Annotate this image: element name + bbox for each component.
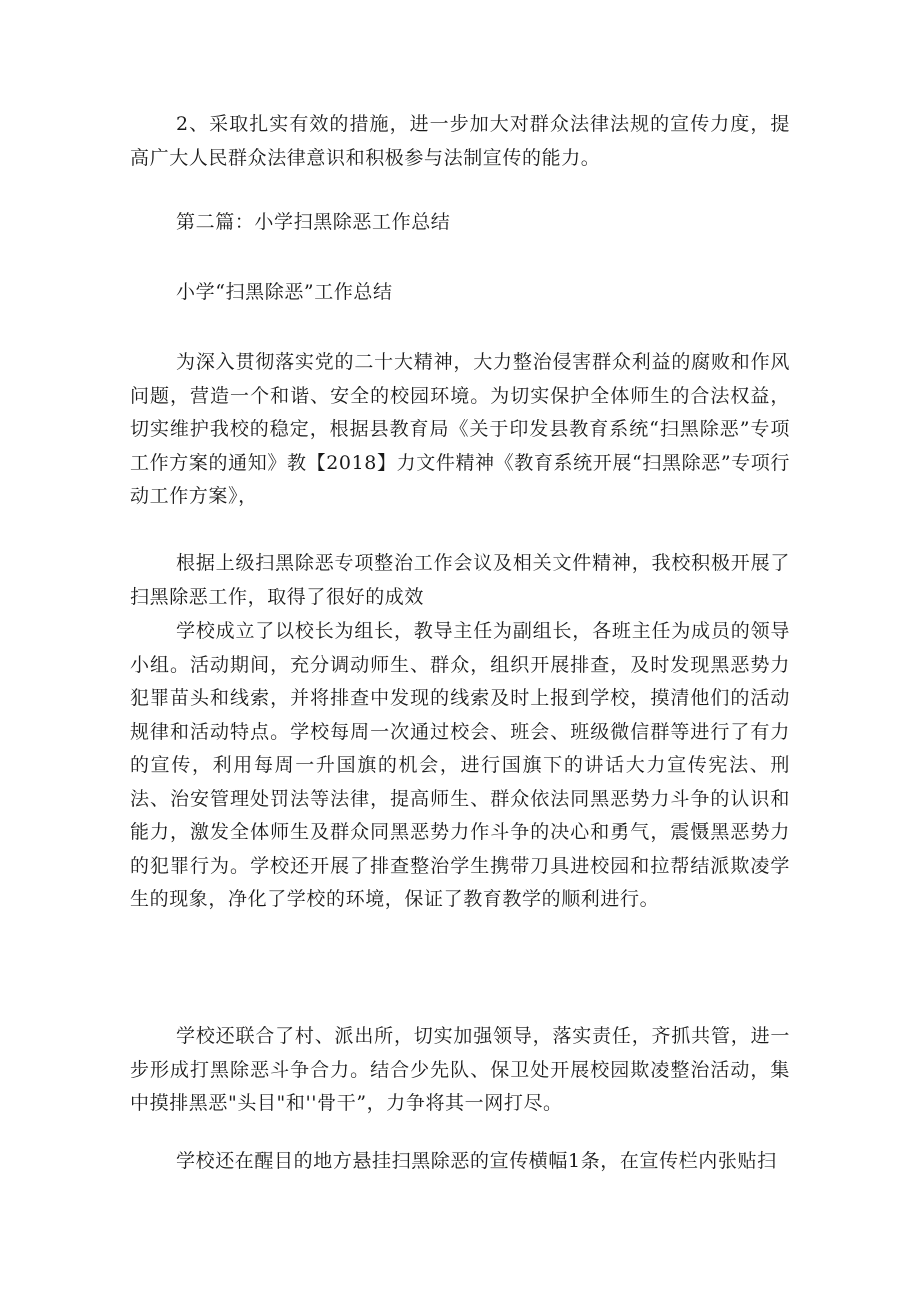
paragraph-intro: 为深入贯彻落实党的二十大精神，大力整治侵害群众利益的腐败和作风问题，营造一个和谐、安全的校园环境。为切实保护全体师生的合法权益，切实维护我校的稳定，根据县教育局《关于印发县教育系统“扫黑除恶”专项工作方案的通知》教【2018】力文件精神《教育系统开展“扫黑除恶”专项行动工作方案》， <box>130 351 790 507</box>
section-heading: 第二篇：小学扫黑除恶工作总结 <box>176 211 451 233</box>
paragraph-cooperation: 学校还联合了村、派出所，切实加强领导，落实责任，齐抓共管，进一步形成打黑除恶斗争合力。结合少先队、保卫处开展校园欺凌整治活动，集中摸排黑恶"头目"和''骨干”，力争将其一网打尽。 <box>130 1025 790 1114</box>
paragraph-measure-2: 2、采取扎实有效的措施，进一步加大对群众法律法规的宣传力度，提高广大人民群众法律意识和积极参与法制宣传的能力。 <box>130 113 790 169</box>
document-title: 小学“扫黑除恶”工作总结 <box>176 281 393 303</box>
paragraph-banner: 学校还在醒目的地方悬挂扫黑除恶的宣传横幅1条，在宣传栏内张贴扫 <box>176 1150 777 1172</box>
paragraph-leadership-group: 学校成立了以校长为组长，教导主任为副组长，各班主任为成员的领导小组。活动期间，充分调动师生、群众，组织开展排查，及时发现黑恶势力犯罪苗头和线索，并将排查中发现的线索及时上报到学校，摸清他们的活动规律和活动特点。学校每周一次通过校会、班会、班级微信群等进行了有力的宣传，利用每周一升国旗的机会，进行国旗下的讲话大力宣传宪法、刑法、治安管理处罚法等法律，提高师生、群众依法同黑恶势力斗争的认识和能力，激发全体师生及群众同黑恶势力作斗争的决心和勇气，震慑黑恶势力的犯罪行为。学校还开展了排查整治学生携带刀具进校园和拉帮结派欺凌学生的现象，净化了学校的环境，保证了教育教学的顺利进行。 <box>130 620 790 910</box>
paragraph-results: 根据上级扫黑除恶专项整治工作会议及相关文件精神，我校积极开展了扫黑除恶工作，取得了很好的成效 <box>130 552 790 608</box>
